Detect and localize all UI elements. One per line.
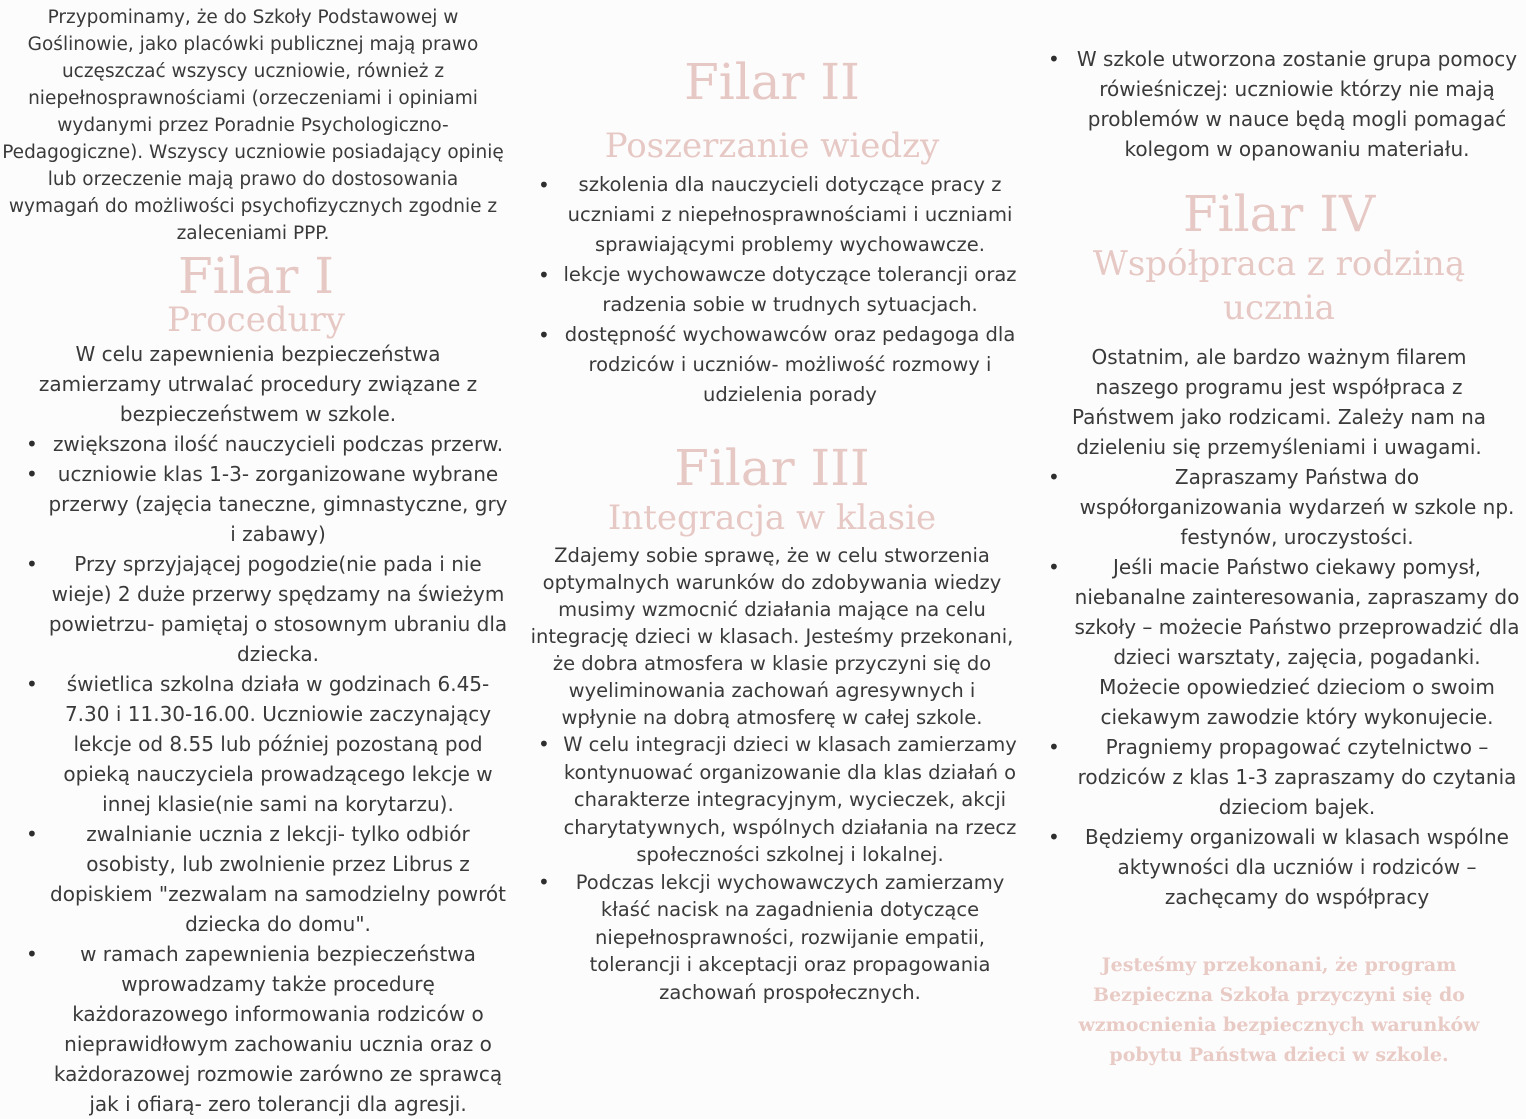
list-item: • świetlica szkolna działa w godzinach 6.45- 7.30 i 11.30-16.00. Uczniowie zaczynający lekcje od 8.55 lub później pozostaną pod opieką nauczyciela prowadzącego lekcje w innej klasie(nie sami na korytarzu).	[0, 669, 512, 819]
list-item: • W szkole utworzona zostanie grupa pomocy rówieśniczej: uczniowie którzy nie mają problemów w nauce będą mogli pomagać kolegom w opanowaniu materiału.	[1032, 44, 1526, 164]
filar3-subtitle: Integracja w klasie	[607, 498, 937, 538]
filar4-lead: Ostatnim, ale bardzo ważnym filarem naszego programu jest współpraca z Państwem jako rodzicami. Zależy nam na dzieleniu się przemyśleniami i uwagami.	[1071, 345, 1487, 459]
list-item: • zwalnianie ucznia z lekcji- tylko odbiór osobisty, lub zwolnienie przez Librus z dopiskiem "zezwalam na samodzielny powrót dziecka do domu".	[0, 819, 512, 939]
column-left	[0, 0, 512, 1116]
filar4-subtitle: Współpraca z rodziną ucznia	[1092, 244, 1466, 328]
list-item: • lekcje wychowawcze dotyczące tolerancji oraz radzenia sobie w trudnych sytuacjach.	[522, 260, 1022, 320]
list-item: • w ramach zapewnienia bezpieczeństwa wprowadzamy także procedurę każdorazowego informowania rodziców o nieprawidłowym zachowaniu ucznia oraz o każdorazowej rozmowie zarówno ze sprawcą jak i ofiarą- zero tolerancji dla agresji.	[0, 939, 512, 1119]
filar4-list	[1032, 462, 1526, 912]
filar2-list	[522, 170, 1022, 410]
column-right	[1032, 0, 1526, 1080]
intro-paragraph: Przypominamy, że do Szkoły Podstawowej w Goślinowie, jako placówki publicznej mają prawo uczęszczać wszyscy uczniowie, również z niepełnosprawnościami (orzeczeniami i opiniami wydanymi przez Poradnie Psychologiczno-Pedagogiczne). Wszyscy uczniowie posiadający opinię lub orzeczenie mają prawo do dostosowania wymagań do możliwości psychofizycznych zgodnie z zaleceniami PPP.	[2, 7, 504, 244]
filar3-list	[522, 731, 1022, 1006]
filar2-title: Filar II	[684, 53, 860, 111]
filar1-list	[0, 429, 512, 1119]
filar1-title: Filar I	[177, 247, 335, 305]
list-item: • Zapraszamy Państwa do współorganizowania wydarzeń w szkole np. festynów, uroczystości.	[1032, 462, 1526, 552]
closing-statement: Jesteśmy przekonani, że program Bezpieczna Szkoła przyczyni się do wzmocnienia bezpiecznych warunków pobytu Państwa dzieci w szkole.	[1078, 954, 1480, 1066]
list-item: • Jeśli macie Państwo ciekawy pomysł, niebanalne zainteresowania, zapraszamy do szkoły – możecie Państwo przeprowadzić dla dzieci warsztaty, zajęcia, pogadanki. Możecie opowiedzieć dzieciom o swoim ciekawym zawodzie który wykonujecie.	[1032, 552, 1526, 732]
list-item: • Pragniemy propagować czytelnictwo – rodziców z klas 1-3 zapraszamy do czytania dzieciom bajek.	[1032, 732, 1526, 822]
filar3-title: Filar III	[674, 439, 870, 497]
list-item: • uczniowie klas 1-3- zorganizowane wybrane przerwy (zajęcia taneczne, gimnastyczne, gry i zabawy)	[0, 459, 512, 549]
list-item: • Przy sprzyjającej pogodzie(nie pada i nie wieje) 2 duże przerwy spędzamy na świeżym powietrzu- pamiętaj o stosownym ubraniu dla dziecka.	[0, 549, 512, 669]
list-item: • zwiększona ilość nauczycieli podczas przerw.	[0, 429, 512, 459]
filar1-subtitle: Procedury	[167, 300, 345, 340]
filar4-title: Filar IV	[1182, 185, 1376, 243]
filar2-subtitle: Poszerzanie wiedzy	[604, 126, 940, 166]
list-item: • W celu integracji dzieci w klasach zamierzamy kontynuować organizowanie dla klas działań o charakterze integracyjnym, wycieczek, akcji charytatywnych, wspólnych działania na rzecz społeczności szkolnej i lokalnej.	[522, 731, 1022, 869]
list-item: • Podczas lekcji wychowawczych zamierzamy kłaść nacisk na zagadnienia dotyczące niepełnosprawności, rozwijanie empatii, tolerancji i akceptacji oraz propagowania zachowań prospołecznych.	[522, 869, 1022, 1007]
column-middle	[522, 0, 1022, 1080]
filar1-lead: W celu zapewnienia bezpieczeństwa zamierzamy utrwalać procedury związane z bezpieczeństwem w szkole.	[38, 342, 478, 426]
list-item: • dostępność wychowawców oraz pedagoga dla rodziców i uczniów- możliwość rozmowy i udzielenia porady	[522, 320, 1022, 410]
peer-help-list	[1032, 44, 1526, 164]
list-item: • Będziemy organizowali w klasach wspólne aktywności dla uczniów i rodziców – zachęcamy do współpracy	[1032, 822, 1526, 912]
list-item: • szkolenia dla nauczycieli dotyczące pracy z uczniami z niepełnosprawnościami i uczniami sprawiającymi problemy wychowawcze.	[522, 170, 1022, 260]
filar3-lead: Zdajemy sobie sprawę, że w celu stworzenia optymalnych warunków do zdobywania wiedzy musimy wzmocnić działania mające na celu integrację dzieci w klasach. Jesteśmy przekonani, że dobra atmosfera w klasie przyczyni się do wyeliminowania zachowań agresywnych i wpłynie na dobrą atmosferę w całej szkole.	[530, 544, 1014, 729]
